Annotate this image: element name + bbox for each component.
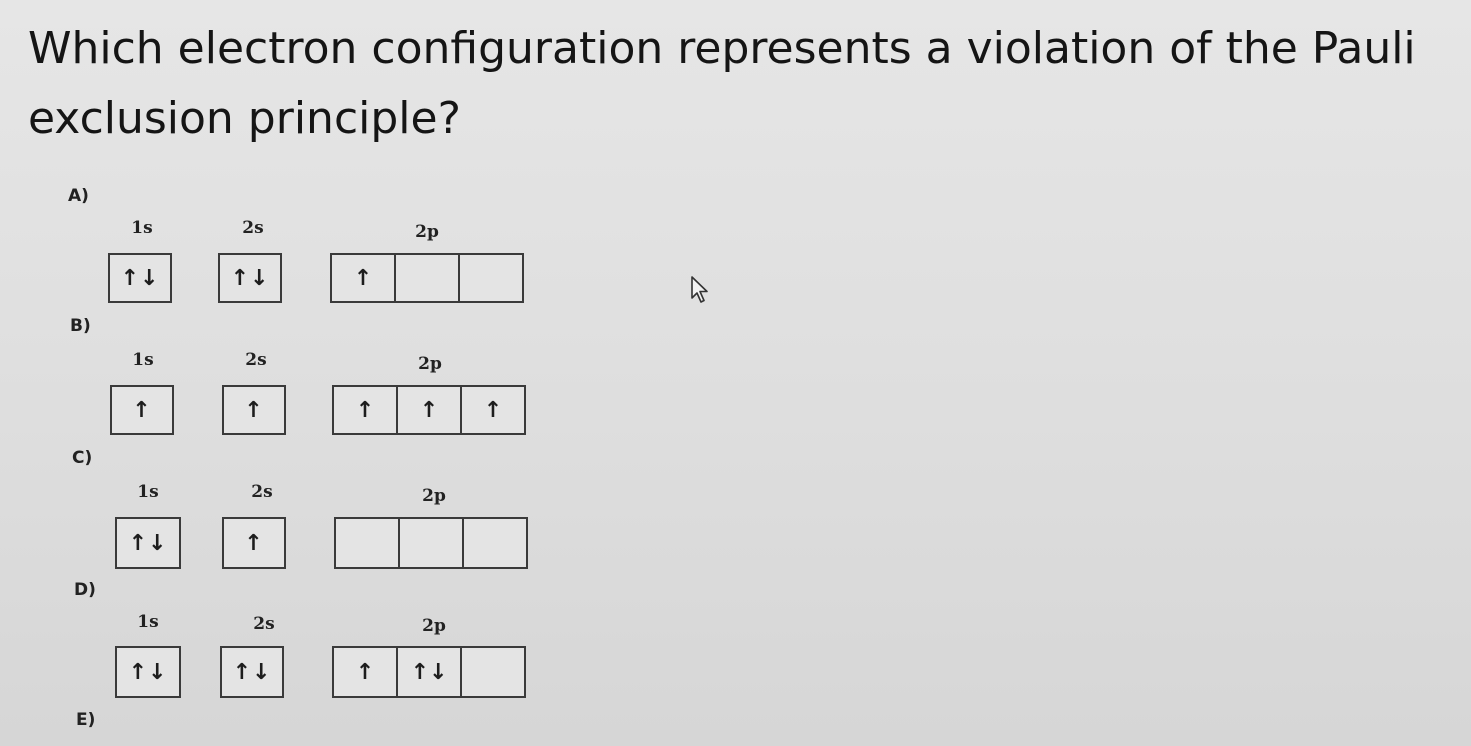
orbital-box-2p-z: ↑ [460,385,526,435]
orbital-box-2p-x: ↑ [332,646,398,698]
option-letter: B) [70,316,91,336]
question-line-2: exclusion principle? [28,93,461,144]
orbital-label-2s: 2s [251,482,273,502]
orbital-box-2s: ↑ [222,517,286,569]
option-letter: C) [72,448,93,468]
question-line-1: Which electron configuration represents a violation of the Pauli [28,23,1416,74]
orbital-box-2s: ↑↓ [218,253,282,303]
orbital-box-1s: ↑↓ [115,646,181,698]
orbital-label-1s: 1s [137,612,159,632]
orbital-box-2p-z [458,253,524,303]
orbital-group-2p [332,385,526,435]
orbital-box-2p-y [394,253,460,303]
orbital-label-2s: 2s [245,350,267,370]
question-text [28,14,1448,154]
orbital-box-2p-y: ↑ [396,385,462,435]
option-letter: E) [76,710,96,730]
orbital-box-2p-z [462,517,528,569]
orbital-label-2p: 2p [418,354,442,374]
orbital-label-2p: 2p [422,616,446,636]
orbital-box-2p-x: ↑ [330,253,396,303]
option-letter: A) [68,186,89,206]
orbital-label-1s: 1s [131,218,153,238]
orbital-box-2p-x [334,517,400,569]
orbital-box-2s: ↑ [222,385,286,435]
orbital-group-2p [332,646,526,698]
orbital-box-1s: ↑↓ [108,253,172,303]
option-letter: D) [74,580,96,600]
orbital-box-2p-y: ↑↓ [396,646,462,698]
orbital-group-2p [330,253,524,303]
orbital-label-2p: 2p [422,486,446,506]
orbital-box-1s: ↑ [110,385,174,435]
orbital-box-2p-y [398,517,464,569]
orbital-box-1s: ↑↓ [115,517,181,569]
orbital-label-1s: 1s [137,482,159,502]
orbital-group-2p [334,517,528,569]
orbital-box-2p-z [460,646,526,698]
orbital-label-1s: 1s [132,350,154,370]
orbital-box-2p-x: ↑ [332,385,398,435]
mouse-pointer-icon [690,276,712,304]
orbital-label-2p: 2p [415,222,439,242]
orbital-box-2s: ↑↓ [220,646,284,698]
orbital-label-2s: 2s [253,614,275,634]
orbital-label-2s: 2s [242,218,264,238]
